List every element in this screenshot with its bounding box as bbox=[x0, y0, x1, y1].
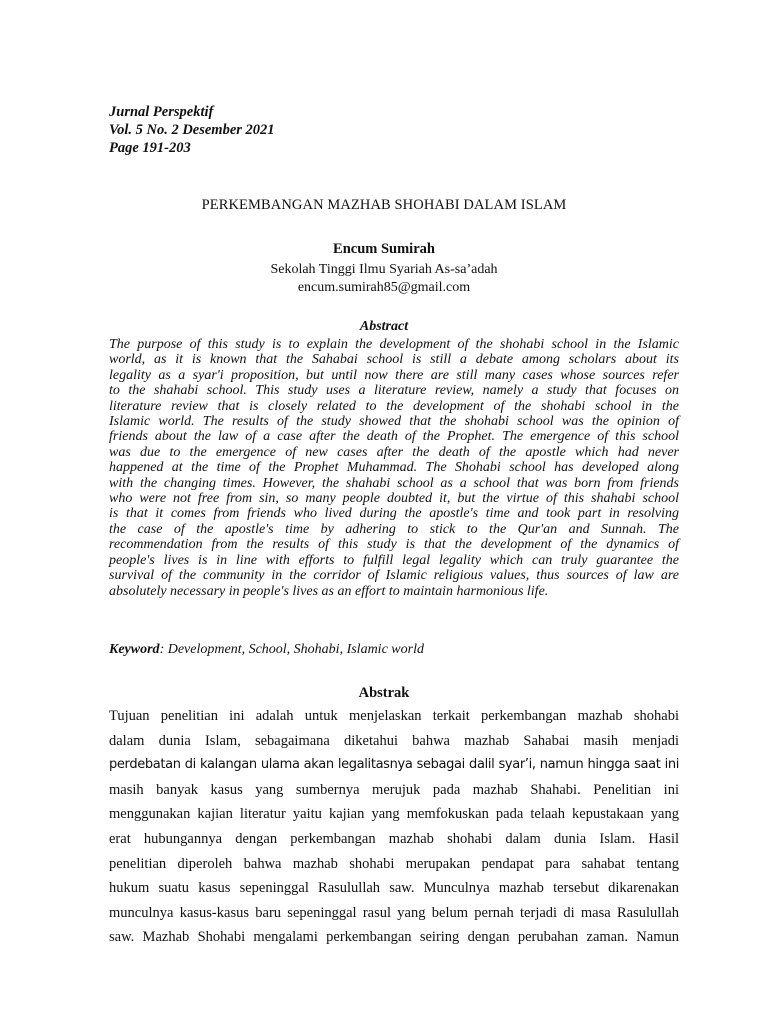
abstrak-line: perdebatan di kalangan ulama akan legalitasnya sebagai dalil syar’i, namun hingga saat ini bbox=[109, 757, 679, 773]
journal-info bbox=[109, 103, 275, 157]
abstrak-line: hukum suatu kasus sepeninggal Rasulullah saw. Munculnya mazhab tersebut dikarenakan bbox=[109, 880, 679, 897]
abstrak-line: Tujuan penelitian ini adalah untuk menjelaskan terkait perkembangan mazhab shohabi bbox=[109, 708, 679, 724]
keywords-label: Keyword bbox=[109, 642, 160, 657]
abstrak-line: dalam dunia Islam, sebagaimana diketahui bahwa mazhab Sahabai masih menjadi bbox=[109, 732, 679, 749]
abstract-line: legality as a syar'i proposition, but until now there are still many cases whose sources refer bbox=[109, 367, 679, 383]
abstract-line: world, as it is known that the Sahabai school is still a debate among scholars about its bbox=[109, 352, 679, 368]
abstract-body bbox=[109, 337, 679, 599]
keywords-text: : Development, School, Shohabi, Islamic world bbox=[159, 642, 424, 657]
abstract-line: with the changing times. However, the shahabi school as a school that was born from friends bbox=[109, 475, 679, 491]
abstract-line: was due to the emergence of new cases after the death of the apostle which had never bbox=[109, 444, 679, 460]
abstrak-heading: Abstrak bbox=[358, 685, 410, 701]
abstract-line: the case of the apostle's time by adhering to stick to the Qur'an and Sunnah. The bbox=[109, 521, 679, 537]
abstrak-line: menggunakan kajian literatur yaitu kajian yang memfokuskan pada telaah kepustakaan yang bbox=[109, 806, 679, 823]
article-title: PERKEMBANGAN MAZHAB SHOHABI DALAM ISLAM bbox=[201, 197, 567, 213]
journal-volume: Vol. 5 No. 2 Desember 2021 bbox=[109, 122, 275, 138]
author-name: Encum Sumirah bbox=[333, 241, 435, 257]
abstract-heading: Abstract bbox=[359, 319, 409, 334]
abstract-line: The purpose of this study is to explain the development of the shohabi school in the Islamic bbox=[109, 337, 679, 352]
author-affiliation: Sekolah Tinggi Ilmu Syariah As-sa’adah bbox=[270, 262, 498, 277]
abstrak-line: erat hubungannya dengan perkembangan mazhab shohabi dalam dunia Islam. Hasil bbox=[109, 830, 679, 847]
abstract-line: survival of the community in the corridor of Islamic religious values, thus sources of law are bbox=[109, 568, 679, 584]
abstract-line: recommendation from the results of this study is that the development of the dynamics of bbox=[109, 537, 679, 553]
abstract-line: literature review that is closely related to the development of the shohabi school in the bbox=[109, 398, 679, 414]
abstract-line: happened at the time of the Prophet Muhammad. The Shohabi school has developed along bbox=[109, 460, 679, 476]
abstrak-line: munculnya kasus-kasus baru sepeninggal rasul yang belum pernah terjadi di masa Rasulullah bbox=[109, 904, 679, 921]
journal-name: Jurnal Perspektif bbox=[109, 104, 214, 120]
abstract-line: who were not free from sin, so many people doubted it, but the virtue of this shahabi school bbox=[109, 491, 679, 507]
journal-pages: Page 191-203 bbox=[109, 140, 191, 156]
abstrak-body bbox=[109, 704, 679, 950]
abstract-line: is that it comes from friends who lived during the apostle's time and took part in resolving bbox=[109, 506, 679, 522]
abstrak-line: saw. Mazhab Shohabi mengalami perkembangan seiring dengan perubahan zaman. Namun bbox=[109, 929, 679, 946]
keywords bbox=[109, 641, 424, 659]
author-affiliation-block bbox=[0, 261, 768, 297]
abstract-line: absolutely necessary in people's lives as an effort to maintain harmonious life. bbox=[109, 583, 549, 599]
abstract-line: Islamic world. The results of the study showed that the shohabi school was the opinion of bbox=[109, 414, 679, 430]
abstract-line: people's lives is in line with efforts to fulfill legal legality which can truly guarantee the bbox=[109, 552, 679, 568]
abstract-line: to the shahabi school. This study uses a literature review, namely a study that focuses on bbox=[109, 383, 679, 399]
abstrak-line: masih banyak kasus yang sumbernya merujuk pada mazhab Shahabi. Penelitian ini bbox=[109, 781, 679, 798]
author-email: encum.sumirah85@gmail.com bbox=[297, 280, 471, 295]
abstract-line: friends about the law of a case after the death of the Prophet. The emergence of this school bbox=[109, 429, 679, 445]
abstrak-line: penelitian diperoleh bahwa mazhab shohabi merupakan pendapat para sahabat tentang bbox=[109, 855, 679, 872]
